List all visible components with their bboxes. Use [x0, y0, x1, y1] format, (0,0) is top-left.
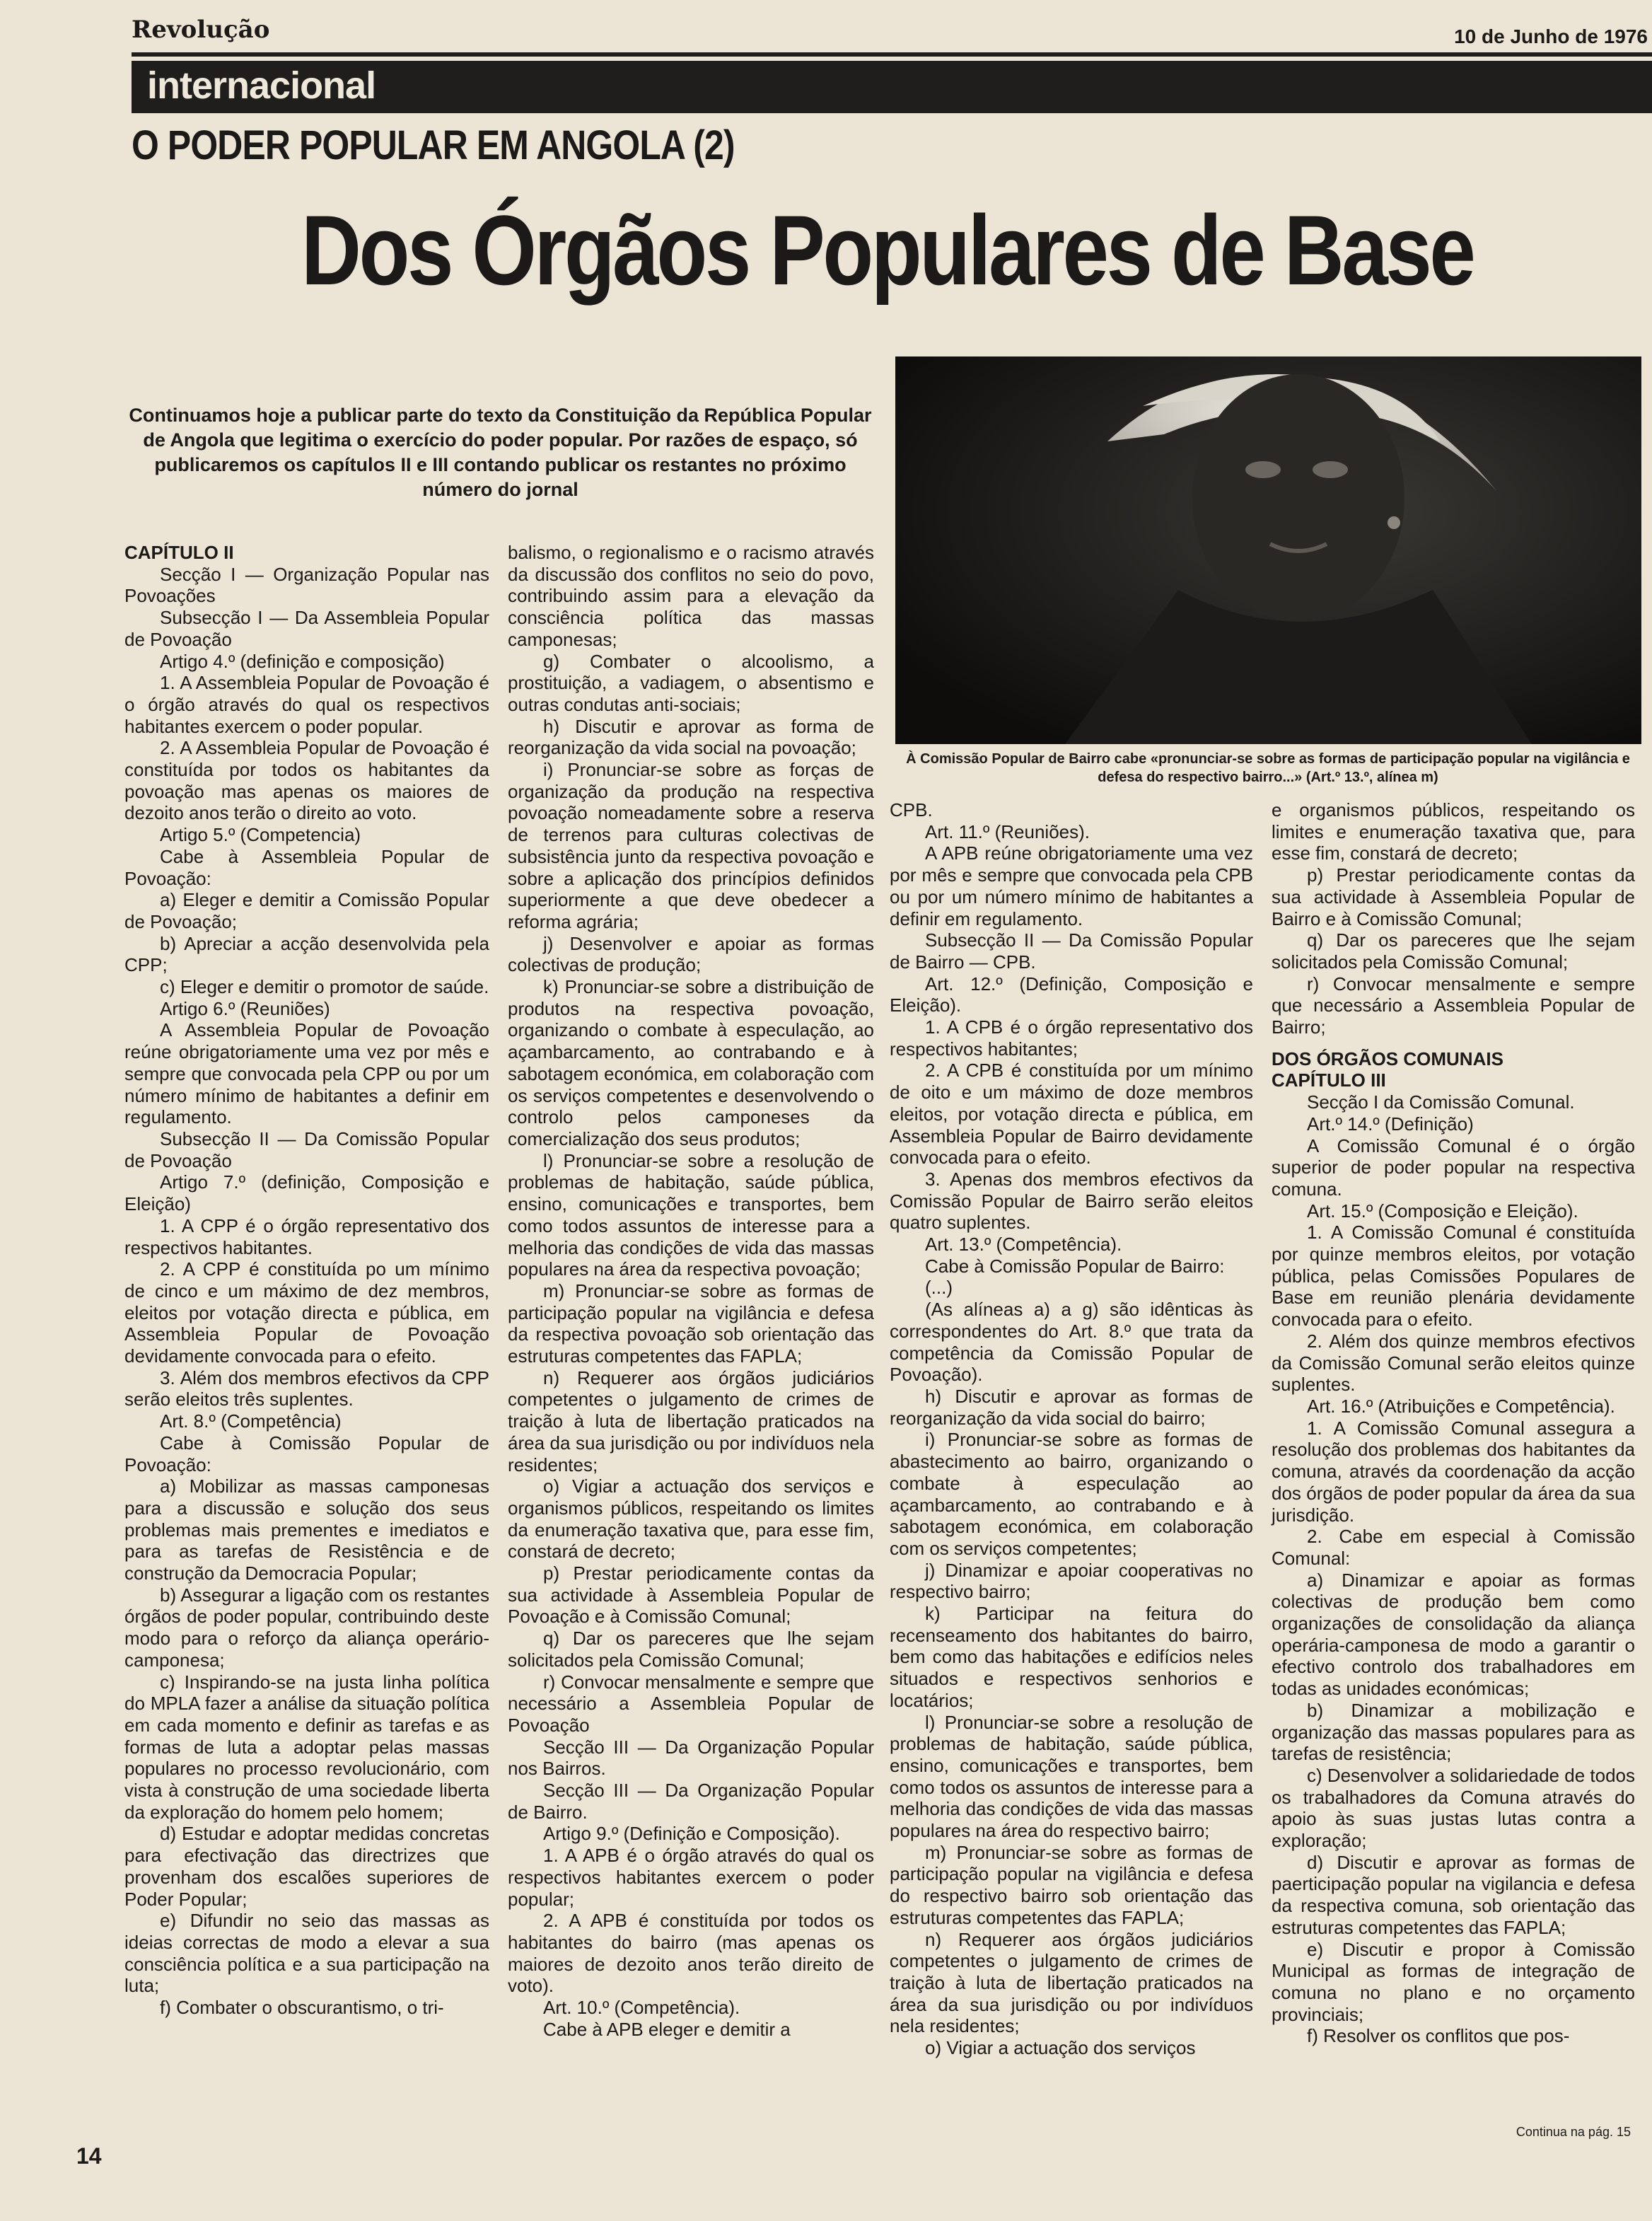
paragraph: Cabe à Assembleia Popular de Povoação: — [124, 845, 489, 889]
photo — [895, 356, 1641, 744]
paragraph: e) Difundir no seio das massas as ideias correctas de modo a elevar a sua consciência política e a sua participação na luta; — [124, 1910, 489, 1997]
paragraph: b) Assegurar a ligação com os restantes órgãos de poder popular, contribuindo deste modo para o reforço da aliança operário-camponesa; — [124, 1584, 489, 1671]
paragraph: m) Pronunciar-se sobre as formas de participação popular na vigilância e defesa do respectivo bairro sob orientação das estruturas competentes das FAPLA; — [890, 1841, 1253, 1928]
paragraph: A APB reúne obrigatoriamente uma vez por mês e sempre que convocada pela CPB ou por um número mínimo de habitantes a definir em regulamento. — [890, 842, 1253, 929]
section-bar — [132, 61, 1652, 113]
paragraph: k) Pronunciar-se sobre a distribuição de produtos na respectiva povoação, organizando o combate à especulação, ao açambarcamento, ao contrabando e à sabotagem económica, em colaboração com os serviços competentes e desenvolvendo o controlo pelos camponeses da comercialização dos seus produtos; — [508, 976, 874, 1149]
paragraph: Artigo 7.º (definição, Composição e Eleição) — [124, 1171, 489, 1215]
paragraph: i) Pronunciar-se sobre as forças de organização da produção na respectiva povoação nomeadamente sobre a reserva de terrenos para culturas colectivas de subsistência junto da respectiva povoação e sobre a aplicação dos princípios definidos superiormente a que deve obedecer a reforma agrária; — [508, 759, 874, 932]
paragraph: j) Desenvolver e apoiar as formas colectivas de produção; — [508, 932, 874, 976]
page-number: 14 — [76, 2143, 102, 2169]
paragraph: e organismos públicos, respeitando os limites e enumeração taxativa que, para esse fim, constará de decreto; — [1272, 799, 1635, 864]
paragraph: Art. 8.º (Competência) — [160, 1410, 342, 1432]
paragraph: Secção III — Da Organização Popular de Bairro. — [508, 1780, 874, 1823]
newspaper-name: Revolução — [132, 16, 270, 44]
paragraph: o) Vigiar a actuação dos serviços — [925, 2037, 1196, 2059]
paragraph: Art. 12.º (Definição, Composição e Eleição). — [890, 973, 1253, 1016]
paragraph: Artigo 6.º (Reuniões) — [160, 997, 330, 1019]
paragraph: Artigo 4.º (definição e composição) — [160, 650, 445, 672]
paragraph: Artigo 5.º (Competencia) — [160, 824, 361, 846]
paragraph: 3. Além dos membros efectivos da CPP serão eleitos três suplentes. — [124, 1367, 489, 1410]
paragraph: n) Requerer aos órgãos judiciários competentes o julgamento de crimes de traição à luta de libertação praticados na área da sua jurisdição ou por indivíduos nela residentes; — [508, 1367, 874, 1475]
paragraph: d) Discutir e aprovar as formas de paerticipação popular na vigilancia e defesa da respectiva comuna, sob orientação das estruturas competentes das FAPLA; — [1272, 1851, 1635, 1938]
paragraph: n) Requerer aos órgãos judiciários competentes o julgamento de crimes de traição à luta de libertação praticados na área da sua jurisdição ou por indivíduos nela residentes; — [890, 1928, 1253, 2037]
paragraph: c) Inspirando-se na justa linha política do MPLA fazer a análise da situação política em cada momento e definir as tarefas e as formas de luta a adoptar pelas massas populares no processo revolucionário, com vista à construção de uma sociedade liberta da exploração do homem pelo homem; — [124, 1671, 489, 1823]
paragraph: l) Pronunciar-se sobre a resolução de problemas de habitação, saúde pública, ensino, comunicações e transportes, bem como todos assuntos de interesse para a melhoria das condições de vida das massas populares na área da respectiva povoação; — [508, 1149, 874, 1280]
issue-date: 10 de Junho de 1976 — [1454, 25, 1648, 47]
paragraph: c) Eleger e demitir o promotor de saúde. — [160, 976, 489, 998]
column-1 — [124, 542, 489, 2019]
paragraph: f) Combater o obscurantismo, o tri- — [160, 1997, 444, 2019]
paragraph: i) Pronunciar-se sobre as formas de abastecimento ao bairro, organizando o combate à especulação ao açambarcamento, ao contrabando e à sabotagem económica, em colaboração com os serviços competentes; — [890, 1429, 1253, 1559]
paragraph: b) Apreciar a acção desenvolvida pela CPP; — [124, 932, 489, 976]
chapter-heading: CAPÍTULO III — [1272, 1069, 1386, 1091]
paragraph: a) Mobilizar as massas camponesas para a discussão e solução dos seus problemas mais prementes e imediatos e para as tarefas de Resistência e de construção da Democracia Popular; — [124, 1475, 489, 1584]
paragraph: Subsecção II — Da Comissão Popular de Bairro — CPB. — [890, 929, 1253, 973]
column-3 — [890, 799, 1253, 2059]
paragraph: Secção I — Organização Popular nas Povoações — [124, 563, 489, 607]
paragraph: 1. A APB é o órgão através do qual os respectivos habitantes exercem o poder popular; — [508, 1845, 874, 1910]
paragraph: d) Estudar e adoptar medidas concretas para efectivação das directrizes que provenham dos escalões superiores de Poder Popular; — [124, 1823, 489, 1910]
paragraph: h) Discutir e aprovar as formas de reorganização da vida social do bairro; — [890, 1385, 1253, 1429]
lead-paragraph: Continuamos hoje a publicar parte do texto da Constituição da República Popular de Angola que legitima o exercício do poder popular. Por razões de espaço, só publicaremos os capítulos II e III contando publicar os restantes no próximo número do jornal — [129, 405, 872, 500]
paragraph: a) Eleger e demitir a Comissão Popular de Povoação; — [124, 889, 489, 932]
paragraph: Art.º 14.º (Definição) — [1307, 1113, 1474, 1135]
section-label: internacional — [147, 64, 376, 107]
paragraph: Art. 11.º (Reuniões). — [925, 820, 1090, 842]
paragraph: (As alíneas a) a g) são idênticas às correspondentes do Art. 8.º que trata da competência da Comissão Popular de Povoação). — [890, 1299, 1253, 1386]
paragraph: 1. A Comissão Comunal é constituída por quinze membros eleitos, por votação pública, pelas Comissões Populares de Base em reunião plenária devidamente convocada para o efeito. — [1272, 1222, 1635, 1330]
paragraph: k) Participar na feitura do recenseamento dos habitantes do bairro, bem como das habitações e edifícios neles situados e respectivos senhorios e locatários; — [890, 1603, 1253, 1711]
paragraph: e) Discutir e propor à Comissão Municipal as formas de integração de comuna no plano e no orçamento provinciais; — [1272, 1938, 1635, 2025]
paragraph: Artigo 9.º (Definição e Composição). — [543, 1823, 840, 1845]
paragraph: balismo, o regionalismo e o racismo através da discussão dos conflitos no seio do povo, contribuindo assim para a elevação da consciência política das massas camponesas; — [508, 542, 874, 650]
paragraph: m) Pronunciar-se sobre as formas de participação popular na vigilância e defesa da respectiva povoação sob orientação das estruturas competentes das FAPLA; — [508, 1280, 874, 1367]
photo-caption: À Comissão Popular de Bairro cabe «pronunciar-se sobre as formas de participação popular na vigilância e defesa do respectivo bairro...» (Art.º 13.º, alínea m) — [906, 751, 1630, 785]
paragraph: g) Combater o alcoolismo, a prostituição, a vadiagem, o absentismo e outras condutas anti-sociais; — [508, 650, 874, 715]
photo-illustration — [895, 356, 1641, 744]
paragraph: A Comissão Comunal é o órgão superior de poder popular na respectiva comuna. — [1272, 1135, 1635, 1200]
paragraph: o) Vigiar a actuação dos serviços e organismos públicos, respeitando os limites da enumeração taxativa que, para esse fim, constará de decreto; — [508, 1475, 874, 1562]
paragraph: A Assembleia Popular de Povoação reúne obrigatoriamente uma vez por mês e sempre que convocada pela CPP ou por um número mínimo de habitantes a definir em regulamento. — [124, 1019, 489, 1128]
paragraph: f) Resolver os conflitos que pos- — [1307, 2025, 1570, 2047]
paragraph: Subsecção II — Da Comissão Popular de Povoação — [124, 1127, 489, 1171]
paragraph: Art. 16.º (Atribuições e Competência). — [1307, 1395, 1615, 1417]
paragraph: 1. A Assembleia Popular de Povoação é o órgão através do qual os respectivos habitantes exercem o poder popular. — [124, 672, 489, 737]
paragraph: 2. A APB é constituída por todos os habitantes do bairro (mas apenas os maiores de dezoito anos terão direito de voto). — [508, 1910, 874, 1997]
paragraph: b) Dinamizar a mobilização e organização das massas populares para as tarefas de resistência; — [1272, 1699, 1635, 1765]
column-4 — [1272, 799, 1635, 2047]
spacer — [1272, 1038, 1635, 1048]
paragraph: 1. A Comissão Comunal assegura a resolução dos problemas dos habitantes da comuna, através da coordenação da acção dos órgãos de poder popular da área da sua jurisdição. — [1272, 1417, 1635, 1526]
paragraph: r) Convocar mensalmente e sempre que necessário a Assembleia Popular de Bairro; — [1272, 973, 1635, 1038]
paragraph: a) Dinamizar e apoiar as formas colectivas de produção bem como organizações de consolidação da aliança operária-camponesa de modo a garantir o efectivo controlo dos trabalhadores em todas as unidades económicas; — [1272, 1569, 1635, 1700]
paragraph: Art. 13.º (Competência). — [925, 1234, 1122, 1256]
masthead-rule — [132, 52, 1652, 57]
column-2 — [508, 542, 874, 2041]
paragraph: 2. Além dos quinze membros efectivos da Comissão Comunal serão eleitos quinze suplentes. — [1272, 1330, 1635, 1396]
paragraph: 1. A CPB é o órgão representativo dos respectivos habitantes; — [890, 1016, 1253, 1060]
paragraph: q) Dar os pareceres que lhe sejam solicitados pela Comissão Comunal; — [508, 1628, 874, 1671]
paragraph: Cabe à Comissão Popular de Povoação: — [124, 1432, 489, 1475]
paragraph: r) Convocar mensalmente e sempre que necessário a Assembleia Popular de Povoação — [508, 1671, 874, 1736]
paragraph: p) Prestar periodicamente contas da sua actividade à Assembleia Popular de Povoação e à Comissão Comunal; — [508, 1562, 874, 1628]
paragraph: j) Dinamizar e apoiar cooperativas no respectivo bairro; — [890, 1559, 1253, 1603]
continuation-note: Continua na pág. 15 — [1516, 2125, 1631, 2139]
paragraph: Secção I da Comissão Comunal. — [1307, 1091, 1575, 1113]
kicker: O PODER POPULAR EM ANGOLA (2) — [132, 122, 735, 168]
paragraph: 3. Apenas dos membros efectivos da Comissão Popular de Bairro serão eleitos quatro suplentes. — [890, 1168, 1253, 1234]
paragraph: Subsecção I — Da Assembleia Popular de Povoação — [124, 607, 489, 650]
paragraph: 1. A CPP é o órgão representativo dos respectivos habitantes. — [124, 1214, 489, 1258]
paragraph: q) Dar os pareceres que lhe sejam solicitados pela Comissão Comunal; — [1272, 929, 1635, 973]
paragraph: c) Desenvolver a solidariedade de todos os trabalhadores da Comuna através do apoio às suas justas lutas contra a exploração; — [1272, 1764, 1635, 1852]
section-heading: DOS ÓRGÃOS COMUNAIS — [1272, 1048, 1503, 1069]
paragraph: Art. 10.º (Competência). — [543, 1997, 740, 2019]
paragraph: Cabe à APB eleger e demitir a — [543, 2018, 791, 2040]
paragraph: l) Pronunciar-se sobre a resolução de problemas de habitação, saúde pública, ensino, comunicações e transportes, bem como todos os assuntos de interesse para a melhoria das condições de vida das massas populares na área do respectivo bairro; — [890, 1711, 1253, 1842]
paragraph: Art. 15.º (Composição e Eleição). — [1307, 1200, 1578, 1222]
paragraph: 2. A Assembleia Popular de Povoação é constituída por todos os habitantes da povoação mas apenas os maiores de dezoito anos terão o direito ao voto. — [124, 737, 489, 824]
paragraph: 2. Cabe em especial à Comissão Comunal: — [1272, 1526, 1635, 1569]
paragraph: p) Prestar periodicamente contas da sua actividade à Assembleia Popular de Bairro e à Comissão Comunal; — [1272, 864, 1635, 929]
headline: Dos Órgãos Populares de Base — [301, 195, 1474, 306]
paragraph: h) Discutir e aprovar as forma de reorganização da vida social na povoação; — [508, 715, 874, 759]
paragraph: (...) — [925, 1277, 953, 1299]
paragraph: CPB. — [890, 799, 933, 820]
paragraph: Secção III — Da Organização Popular nos Bairros. — [508, 1736, 874, 1780]
chapter-heading: CAPÍTULO II — [124, 542, 234, 563]
paragraph: Cabe à Comissão Popular de Bairro: — [925, 1255, 1225, 1277]
paragraph: 2. A CPB é constituída por um mínimo de oito e um máximo de doze membros eleitos, por votação directa e pública, em Assembleia Popular de Bairro devidamente convocada para o efeito. — [890, 1060, 1253, 1169]
paragraph: 2. A CPP é constituída po um mínimo de cinco e um máximo de dez membros, eleitos por votação directa e pública, em Assembleia Popular de Povoação devidamente convocada para o efeito. — [124, 1258, 489, 1367]
